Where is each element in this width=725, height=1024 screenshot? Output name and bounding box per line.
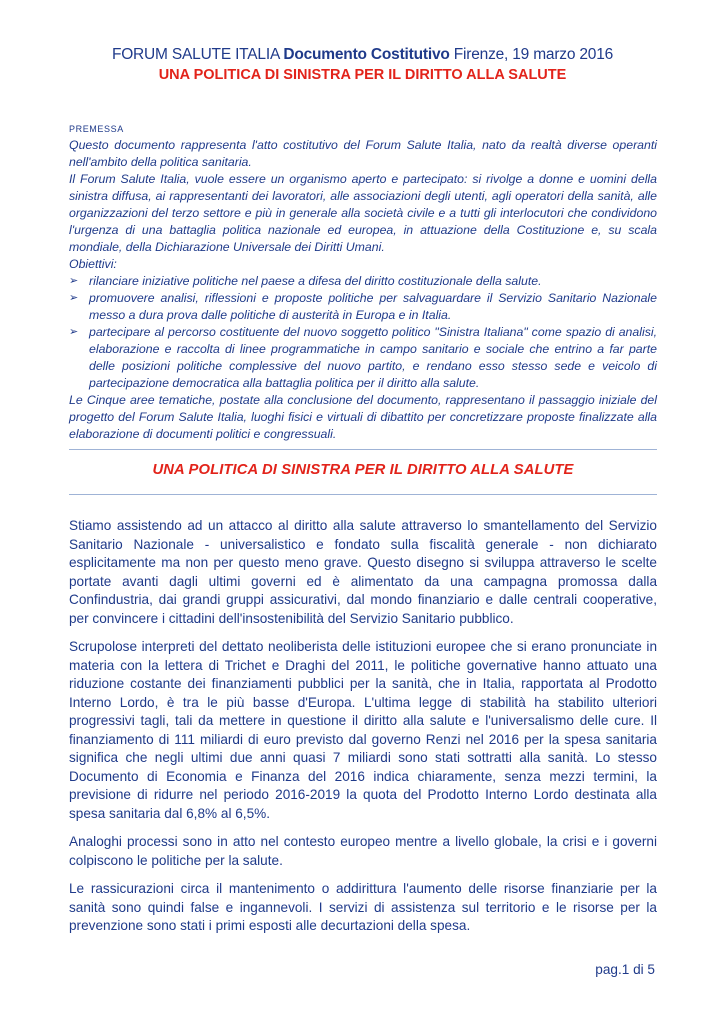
premessa-block	[69, 137, 657, 443]
arrow-bullet-icon: ➢	[69, 292, 79, 304]
premessa-paragraph: Il Forum Salute Italia, vuole essere un organismo aperto e partecipato: si rivolge a donne e uomini della sinistra diffusa, ai rappresentanti dei lavoratori, alle associazioni degli utenti, agli operatori della sanità, alle organizzazioni del terzo settore e più in generale alla società civile e a tutti gli interlocutori che condividono l'urgenza di una battaglia politica nazionale ed europea, in attuazione della Costituzione e, su scala mondiale, della Dichiarazione Universale dei Diritti Umani.	[69, 172, 657, 254]
divider-bottom	[69, 494, 657, 495]
body-paragraph: Analoghi processi sono in atto nel contesto europeo mentre a livello globale, la crisi e i governi colpiscono le politiche per la salute.	[69, 834, 657, 868]
objective-text: rilanciare iniziative politiche nel paese a difesa del diritto costituzionale della salute.	[89, 274, 542, 288]
body-paragraph: Stiamo assistendo ad un attacco al diritto alla salute attraverso lo smantellamento del Servizio Sanitario Nazionale - universalistico e fondato sulla fiscalità generale - non dichiarato esplicitamente ma non per questo meno grave. Questo disegno si sviluppa attraverso le scelte portate avanti dagli ultimi governi ed è alimentato da una campagna promossa dalla Confindustria, dai grandi gruppi assicurativi, dal mondo finanziario e dalle centrali cooperative, per convincere i cittadini dell'insostenibilità del Servizio Sanitario pubblico.	[69, 518, 657, 626]
premessa-paragraph: Questo documento rappresenta l'atto costitutivo del Forum Salute Italia, nato da realtà diverse operanti nell'ambito della politica sanitaria.	[69, 138, 657, 169]
page-number: pag.1 di 5	[595, 962, 655, 977]
body-paragraph: Le rassicurazioni circa il mantenimento o addirittura l'aumento delle risorse finanziarie per la sanità sono quindi false e ingannevoli. I servizi di assistenza sul territorio e le risorse per la prevenzione sono stati i primi esposti alle decurtazioni della spesa.	[69, 881, 657, 933]
document-header	[0, 46, 725, 83]
body-text	[69, 517, 657, 946]
header-title-line	[0, 46, 725, 64]
arrow-bullet-icon: ➢	[69, 326, 79, 338]
arrow-bullet-icon: ➢	[69, 275, 79, 287]
objectives-list	[69, 273, 657, 392]
header-subtitle: UNA POLITICA DI SINISTRA PER IL DIRITTO ALLA SALUTE	[158, 67, 567, 83]
objective-item	[69, 290, 657, 324]
header-place-date: Firenze, 19 marzo 2016	[449, 46, 614, 63]
objectives-label: Obiettivi:	[69, 257, 117, 271]
body-paragraph: Scrupolose interpreti del dettato neoliberista delle istituzioni europee che si erano pronunciate in materia con la lettera di Trichet e Draghi del 2011, le politiche governative hanno attuato una riduzione costante dei finanziamenti pubblici per la sanità, che in Italia, rapportata al Prodotto Interno Lordo, è tra le più basse d'Europa. L'ultima legge di stabilità ha stabilito ulteriori progressivi tagli, tali da mettere in questione il diritto alla salute e l'universalismo delle cure. Il finanziamento di 111 miliardi di euro previsto dal governo Renzi nel 2016 per la spesa sanitaria significa che negli ultimi due anni quasi 7 miliardi sono stati sottratti alla sanità. Lo stesso Documento di Economia e Finanza del 2016 indica chiaramente, senza mezzi termini, la previsione di ridurre nel periodo 2016-2019 la quota del Prodotto Interno Lordo destinata alla spesa sanitaria dal 6,8% al 6,5%.	[69, 639, 657, 821]
premessa-paragraph: Le Cinque aree tematiche, postate alla conclusione del documento, rappresentano il passaggio iniziale del progetto del Forum Salute Italia, luoghi fisici e virtuali di dibattito per concretizzare proposte finalizzate alla elaborazione di documenti politici e congressuali.	[69, 393, 657, 441]
header-doc-type: Documento Costitutivo	[283, 46, 450, 63]
section-title: UNA POLITICA DI SINISTRA PER IL DIRITTO ALLA SALUTE	[152, 462, 574, 478]
objective-text: promuovere analisi, riflessioni e proposte politiche per salvaguardare il Servizio Sanitario Nazionale messo a dura prova dalle politiche di austerità in Europa e in Italia.	[89, 291, 657, 322]
objective-item	[69, 324, 657, 392]
objective-text: partecipare al percorso costituente del nuovo soggetto politico "Sinistra Italiana" come spazio di analisi, elaborazione e raccolta di linee programmatiche in campo sanitario e sociale che entrino a far parte delle posizioni politiche complessive del nuovo partito, e rendano esso stesso sede e veicolo di partecipazione democratica alla battaglia politica per il diritto alla salute.	[89, 325, 657, 390]
divider-top	[69, 449, 657, 450]
objective-item	[69, 273, 657, 290]
header-org: FORUM SALUTE ITALIA	[111, 46, 284, 63]
premessa-label: PREMESSA	[69, 124, 124, 134]
